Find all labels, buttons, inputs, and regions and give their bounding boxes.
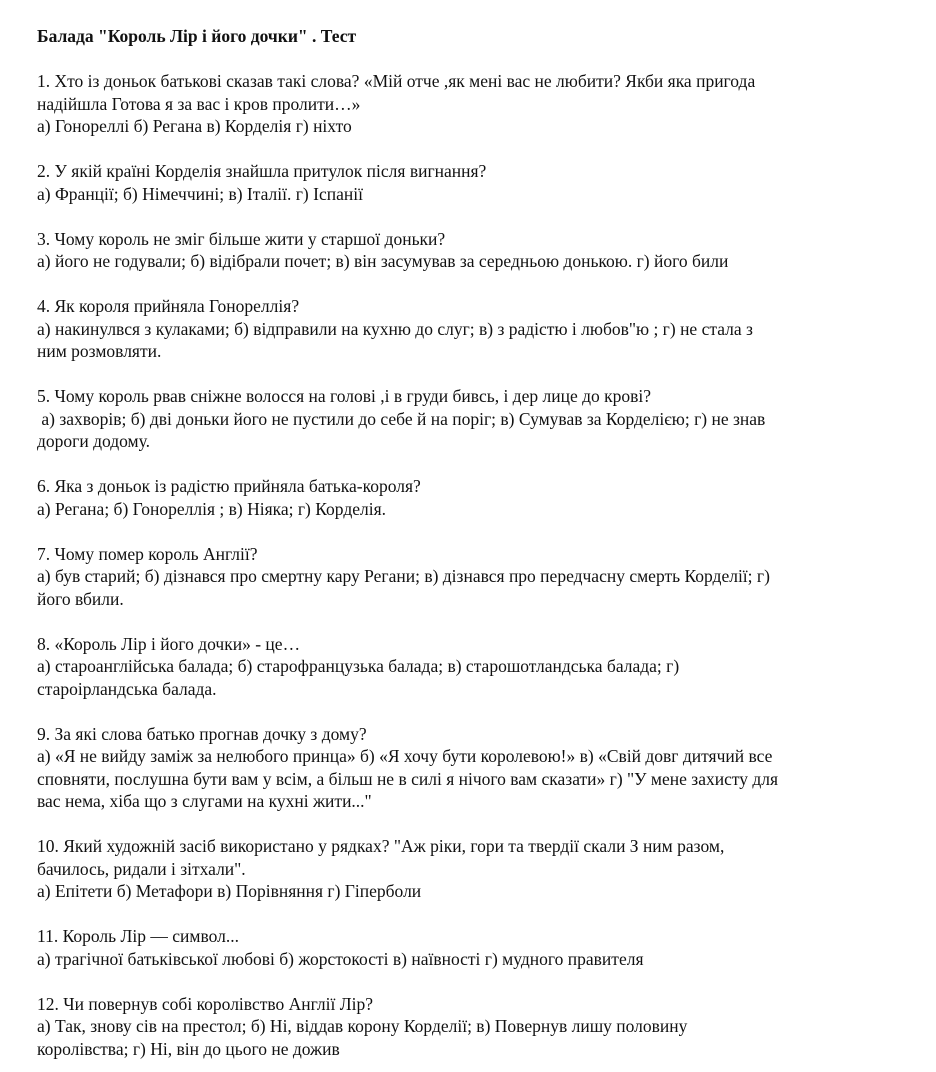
question-line: староірландська балада. <box>37 678 217 699</box>
question-line: сповняти, послушна бути вам у всім, а більш не в силі я нічого вам сказати» г) "У мене захисту для <box>37 768 779 789</box>
question-text: 7. Чому помер король Англії? <box>37 543 258 564</box>
question-line: вас нема, хіба що з слугами на кухні жити..." <box>37 791 372 811</box>
question-line: дороги додому. <box>37 431 150 451</box>
question-line: королівства; г) Ні, він до цього не дожив <box>37 1038 340 1059</box>
question-line: а) Гонореллі б) Регана в) Корделія г) ніхто <box>37 116 352 136</box>
question-10 <box>37 835 936 903</box>
question-line: його вбили. <box>37 588 124 609</box>
question-line: бачилось, ридали і зітхали". <box>37 858 246 879</box>
question-text: 6. Яка з доньок із радістю прийняла батька-короля? <box>37 476 421 496</box>
question-5 <box>37 385 936 453</box>
question-line: а) його не годували; б) відібрали почет; в) він засумував за середньою донькою. г) його били <box>37 251 729 271</box>
question-3 <box>37 228 936 273</box>
question-line: а) захворів; б) дві доньки його не пустили до себе й на поріг; в) Сумував за Корделією; г) не знав <box>37 408 766 429</box>
question-text: 1. Хто із доньок батькові сказав такі слова? «Мій отче ,як мені вас не любити? Якби яка пригода <box>37 71 756 91</box>
question-8 <box>37 633 936 701</box>
question-4 <box>37 295 936 363</box>
question-text: 4. Як короля прийняла Гонореллія? <box>37 296 300 316</box>
question-6 <box>37 475 936 520</box>
question-line: ним розмовляти. <box>37 341 162 361</box>
question-text: 2. У якій країні Корделія знайшла притулок після вигнання? <box>37 161 487 181</box>
question-11 <box>37 925 936 970</box>
question-12 <box>37 993 936 1061</box>
question-9 <box>37 723 936 813</box>
question-text: 3. Чому король не зміг більше жити у старшої доньки? <box>37 228 446 249</box>
question-2 <box>37 160 936 205</box>
question-line: а) накинулвся з кулаками; б) відправили на кухню до слуг; в) з радістю і любов"ю ; г) не стала з <box>37 318 753 339</box>
question-text: 12. Чи повернув собі королівство Англії Лір? <box>37 993 374 1014</box>
question-line: а) був старий; б) дізнався про смертну кару Регани; в) дізнався про передчасну смерть Корделії; г) <box>37 566 770 586</box>
question-line: а) трагічної батьківської любові б) жорстокості в) наївності г) мудного правителя <box>37 948 644 969</box>
question-line: а) «Я не вийду заміж за нелюбого принца» б) «Я хочу бути королевою!» в) «Свій довг дитячий все <box>37 746 773 766</box>
question-text: 5. Чому король рвав сніжне волосся на голові ,і в груди бивсь, і дер лице до крові? <box>37 386 652 406</box>
question-7 <box>37 543 936 611</box>
document-title: Балада "Король Лір і його дочки" . Тест <box>37 26 357 46</box>
question-1 <box>37 70 936 138</box>
question-line: а) староанглійська балада; б) старофранцузька балада; в) старошотландська балада; г) <box>37 656 680 676</box>
question-text: 11. Король Лір — символ... <box>37 926 239 946</box>
question-text: 10. Який художній засіб використано у рядках? "Аж ріки, гори та твердії скали З ним разом, <box>37 836 725 856</box>
question-line: а) Епітети б) Метафори в) Порівняння г) Гіперболи <box>37 881 422 901</box>
question-list <box>37 70 936 1060</box>
question-text: 8. «Король Лір і його дочки» - це… <box>37 633 301 654</box>
question-line: надійшла Готова я за вас і кров пролити…» <box>37 93 361 114</box>
question-text: 9. За які слова батько прогнав дочку з дому? <box>37 723 367 744</box>
question-line: а) Так, знову сів на престол; б) Ні, віддав корону Корделії; в) Повернув лишу половину <box>37 1016 688 1036</box>
question-line: а) Франції; б) Німеччині; в) Італії. г) Іспанії <box>37 183 363 204</box>
question-line: а) Регана; б) Гонореллія ; в) Ніяка; г) Корделія. <box>37 498 387 519</box>
